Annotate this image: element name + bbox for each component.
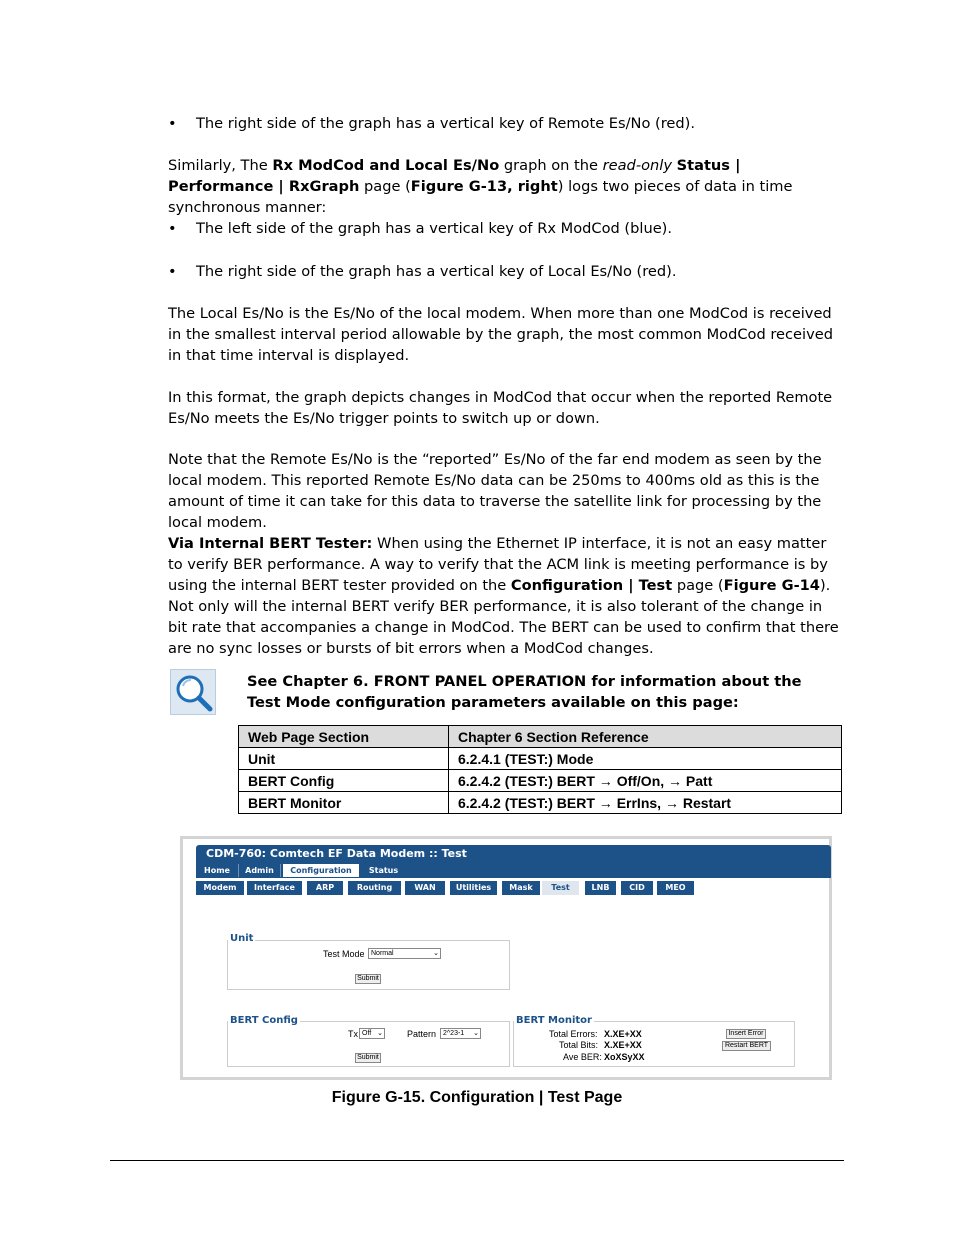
ave-ber-value: XoXSyXX bbox=[604, 1052, 645, 1062]
subtab-utilities[interactable]: Utilities bbox=[450, 881, 497, 895]
text: Similarly, The bbox=[168, 157, 273, 174]
subtab-modem[interactable]: Modem bbox=[196, 881, 244, 895]
table-header-row bbox=[239, 726, 842, 748]
table-cell: BERT Config bbox=[239, 770, 449, 792]
test-mode-value: Normal bbox=[371, 950, 394, 957]
bert-config-title: BERT Config bbox=[230, 1015, 298, 1026]
insert-error-button[interactable]: Insert Error bbox=[726, 1029, 766, 1039]
tab-home[interactable]: Home bbox=[196, 864, 239, 877]
italic-text: read-only bbox=[602, 157, 672, 174]
bullet-text: The left side of the graph has a vertical key of Rx ModCod (blue). bbox=[196, 220, 672, 237]
tx-value: Off bbox=[362, 1030, 372, 1037]
subtab-meo[interactable]: MEO bbox=[657, 881, 694, 895]
tab-admin[interactable]: Admin bbox=[239, 864, 281, 877]
text: page ( bbox=[672, 577, 724, 594]
ave-ber-label: Ave BER: bbox=[563, 1052, 602, 1062]
paragraph-text: The Local Es/No is the Es/No of the local modem. When more than one ModCod is received in the smallest interval period allowable by the graph, the most common ModCod received in that time interval is displayed. bbox=[168, 305, 833, 364]
unit-panel-title: Unit bbox=[230, 933, 254, 944]
paragraph-remote-esno-note bbox=[168, 449, 840, 533]
footer-divider bbox=[110, 1160, 844, 1161]
table-cell: Unit bbox=[239, 748, 449, 770]
paragraph-text: Note that the Remote Es/No is the “reported” Es/No of the far end modem as seen by the local modem. This reported Remote Es/No data can be 250ms to 400ms old as this is the amount of time it can take for this data to traverse the satellite link for processing by the local modem. bbox=[168, 451, 822, 531]
paragraph-rx-modcod bbox=[168, 155, 840, 218]
window-title: CDM-760: Comtech EF Data Modem :: Test bbox=[196, 845, 831, 863]
unit-submit-button[interactable]: Submit bbox=[355, 974, 381, 984]
bold-text: Via Internal BERT Tester: bbox=[168, 535, 373, 552]
text: ) logs two pieces of data in time synchronous manner: bbox=[168, 178, 793, 216]
test-mode-select[interactable] bbox=[368, 948, 441, 959]
total-bits-value: X.XE+XX bbox=[604, 1040, 642, 1050]
bert-monitor-title: BERT Monitor bbox=[516, 1015, 592, 1026]
paragraph-local-esno bbox=[168, 303, 840, 366]
bullet-text: The right side of the graph has a vertical key of Remote Es/No (red). bbox=[196, 115, 695, 132]
paragraph-text: In this format, the graph depicts changes in ModCod that occur when the reported Remote Es/No meets the Es/No trigger points to switch up or down. bbox=[168, 389, 833, 427]
restart-bert-button[interactable]: Restart BERT bbox=[722, 1041, 771, 1051]
tab-configuration[interactable]: Configuration bbox=[283, 864, 359, 877]
text: graph on the bbox=[499, 157, 603, 174]
total-bits-label: Total Bits: bbox=[559, 1040, 599, 1050]
table-cell: 6.2.4.2 (TEST:) BERT → Off/On, → Patt bbox=[449, 770, 842, 792]
text: page ( bbox=[359, 178, 411, 195]
tx-select[interactable] bbox=[359, 1028, 385, 1039]
tx-label: Tx bbox=[348, 1029, 358, 1039]
subtab-routing[interactable]: Routing bbox=[348, 881, 401, 895]
table-cell: BERT Monitor bbox=[239, 792, 449, 814]
reference-table bbox=[238, 725, 842, 814]
bold-text: Figure G-14 bbox=[723, 577, 820, 594]
table-header: Web Page Section bbox=[239, 726, 449, 748]
subtab-test[interactable]: Test bbox=[542, 881, 579, 895]
table-row bbox=[239, 792, 842, 814]
figure-caption: Figure G-15. Configuration | Test Page bbox=[331, 1089, 623, 1106]
bullet-dot: • bbox=[168, 115, 177, 132]
bold-text: Status | Performance | RxGraph bbox=[168, 157, 741, 195]
note-text: See Chapter 6. FRONT PANEL OPERATION for information about the Test Mode configuration parameters available on this page: bbox=[247, 673, 802, 711]
pattern-select[interactable] bbox=[440, 1028, 481, 1039]
table-cell: 6.2.4.2 (TEST:) BERT → ErrIns, → Restart bbox=[449, 792, 842, 814]
table-cell: 6.2.4.1 (TEST:) Mode bbox=[449, 748, 842, 770]
subtab-cid[interactable]: CID bbox=[621, 881, 653, 895]
text: When using the Ethernet IP interface, it is not an easy matter to verify BER performance. A way to verify that the ACM link is meeting performance is by using the internal BERT tester provided on the bbox=[168, 535, 828, 594]
pattern-value: 2^23-1 bbox=[443, 1030, 465, 1037]
test-mode-label: Test Mode bbox=[323, 949, 365, 959]
total-errors-label: Total Errors: bbox=[549, 1029, 598, 1039]
total-errors-value: X.XE+XX bbox=[604, 1029, 642, 1039]
bullet-text: The right side of the graph has a vertical key of Local Es/No (red). bbox=[196, 263, 677, 280]
test-page-screenshot bbox=[180, 836, 832, 1080]
table-row bbox=[239, 770, 842, 792]
bert-config-submit-button[interactable]: Submit bbox=[355, 1053, 381, 1063]
pattern-label: Pattern bbox=[407, 1029, 437, 1039]
paragraph-bert bbox=[168, 533, 840, 659]
screenshot-canvas bbox=[183, 839, 829, 1077]
table-row bbox=[239, 748, 842, 770]
text: ). Not only will the internal BERT verify BER performance, it is also tolerant of the change in bit rate that accompanies a change in ModCod. The BERT can be used to confirm that there are no sync losses or bursts of bit errors when a ModCod changes. bbox=[168, 577, 839, 657]
subtab-mask[interactable]: Mask bbox=[502, 881, 540, 895]
subtab-arp[interactable]: ARP bbox=[307, 881, 343, 895]
bullet-dot: • bbox=[168, 220, 177, 237]
bullet-dot: • bbox=[168, 263, 177, 280]
subtab-lnb[interactable]: LNB bbox=[585, 881, 616, 895]
subtab-wan[interactable]: WAN bbox=[405, 881, 445, 895]
tab-status[interactable]: Status bbox=[368, 866, 399, 875]
magnifier-icon bbox=[170, 669, 216, 715]
bold-text: Configuration | Test bbox=[510, 577, 673, 594]
chevron-down-icon: ⌄ bbox=[433, 950, 439, 957]
subtab-interface[interactable]: Interface bbox=[247, 881, 302, 895]
paragraph-format bbox=[168, 387, 840, 429]
chevron-down-icon: ⌄ bbox=[473, 1030, 479, 1037]
chevron-down-icon: ⌄ bbox=[377, 1030, 383, 1037]
table-header: Chapter 6 Section Reference bbox=[449, 726, 842, 748]
top-nav bbox=[196, 863, 831, 878]
bold-text: Figure G-13, right bbox=[410, 178, 558, 195]
bold-text: Rx ModCod and Local Es/No bbox=[272, 157, 500, 174]
